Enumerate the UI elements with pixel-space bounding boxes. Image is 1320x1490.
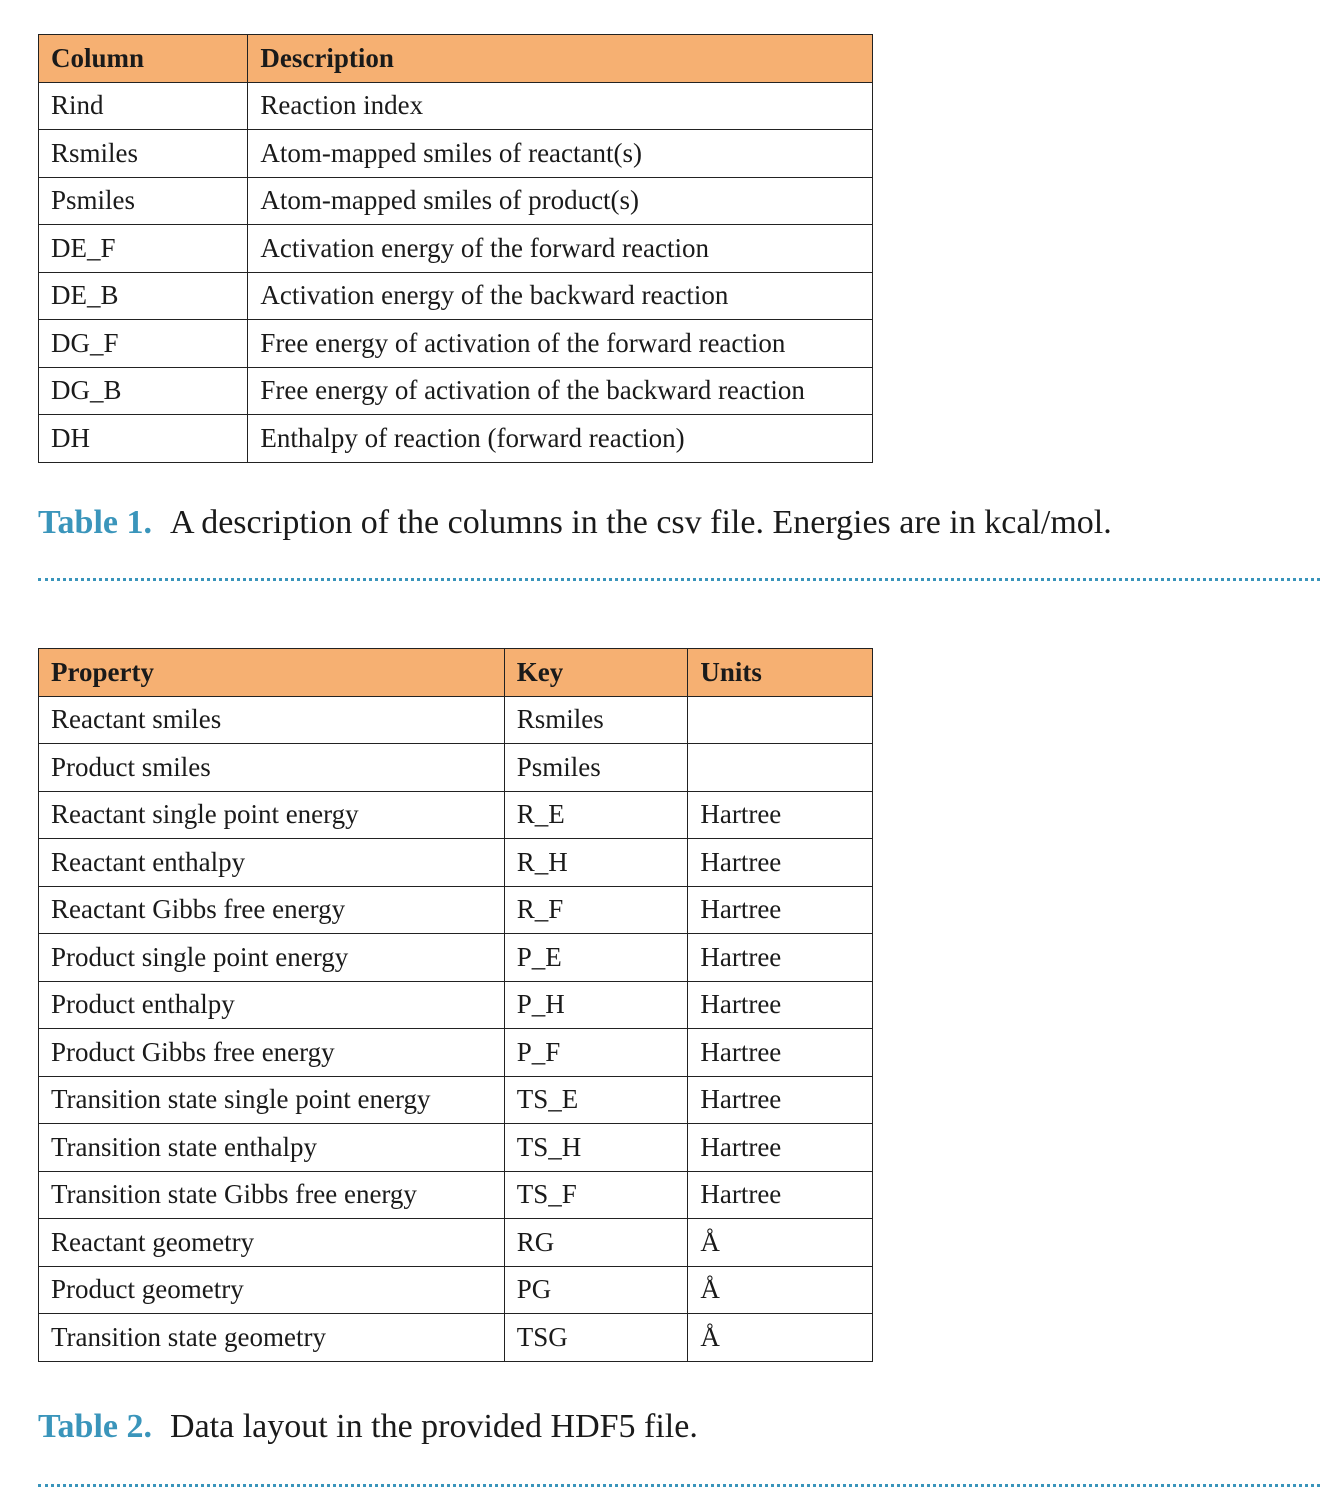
- table-header-row: [39, 35, 873, 83]
- table-row: [39, 791, 873, 839]
- table-cell: Hartree: [688, 1076, 873, 1124]
- table-row: [39, 272, 873, 320]
- table-cell: DE_B: [39, 272, 248, 320]
- table-cell: Rind: [39, 82, 248, 130]
- table-2-caption-text: Data layout in the provided HDF5 file.: [170, 1408, 698, 1445]
- table-cell: Psmiles: [504, 744, 688, 792]
- table-cell: Transition state geometry: [39, 1314, 505, 1362]
- table-header-row: [39, 649, 873, 697]
- table-row: [39, 1124, 873, 1172]
- table-row: [39, 696, 873, 744]
- table-cell: Product Gibbs free energy: [39, 1029, 505, 1077]
- table-cell: Product single point energy: [39, 934, 505, 982]
- table-cell: Hartree: [688, 934, 873, 982]
- table-row: [39, 320, 873, 368]
- table-cell: Transition state enthalpy: [39, 1124, 505, 1172]
- table-cell: Atom-mapped smiles of reactant(s): [248, 130, 873, 178]
- table-cell: Activation energy of the forward reaction: [248, 225, 873, 273]
- table-cell: Reactant smiles: [39, 696, 505, 744]
- table-cell: Å: [688, 1266, 873, 1314]
- table-cell: Product geometry: [39, 1266, 505, 1314]
- table-row: [39, 177, 873, 225]
- table-row: [39, 225, 873, 273]
- table-cell: P_F: [504, 1029, 688, 1077]
- table-cell: Å: [688, 1219, 873, 1267]
- table-row: [39, 130, 873, 178]
- table-cell: DE_F: [39, 225, 248, 273]
- table-row: [39, 1219, 873, 1267]
- key-header: Key: [504, 649, 688, 697]
- table-row: [39, 934, 873, 982]
- dotted-separator: [38, 1484, 1320, 1487]
- table-cell: R_F: [504, 886, 688, 934]
- table-row: [39, 367, 873, 415]
- table-row: [39, 1266, 873, 1314]
- table-cell: Hartree: [688, 1029, 873, 1077]
- table-1-caption: [38, 504, 1112, 542]
- table-cell: Hartree: [688, 1124, 873, 1172]
- table-row: [39, 981, 873, 1029]
- table-row: [39, 1076, 873, 1124]
- table-cell: Enthalpy of reaction (forward reaction): [248, 415, 873, 463]
- table-cell: TS_E: [504, 1076, 688, 1124]
- hdf5-layout-table: [38, 648, 873, 1362]
- table-cell: Reactant geometry: [39, 1219, 505, 1267]
- table-row: [39, 744, 873, 792]
- csv-columns-table: [38, 34, 873, 463]
- table-cell: TS_F: [504, 1171, 688, 1219]
- table-1-caption-text: A description of the columns in the csv file. Energies are in kcal/mol.: [170, 504, 1112, 541]
- table-cell: Hartree: [688, 981, 873, 1029]
- table-cell: Rsmiles: [39, 130, 248, 178]
- table-2-caption: [38, 1408, 698, 1446]
- table-cell: Hartree: [688, 1171, 873, 1219]
- table-cell: P_H: [504, 981, 688, 1029]
- table-cell: R_E: [504, 791, 688, 839]
- table-cell: P_E: [504, 934, 688, 982]
- table-cell: Transition state single point energy: [39, 1076, 505, 1124]
- table-cell: Transition state Gibbs free energy: [39, 1171, 505, 1219]
- table-row: [39, 1171, 873, 1219]
- table-row: [39, 1314, 873, 1362]
- table-2-caption-label: Table 2.: [38, 1408, 153, 1445]
- dotted-separator: [38, 578, 1320, 581]
- description-header: Description: [248, 35, 873, 83]
- table-cell: Hartree: [688, 839, 873, 887]
- table-cell: PG: [504, 1266, 688, 1314]
- table-cell: Reactant single point energy: [39, 791, 505, 839]
- table-cell: Activation energy of the backward reaction: [248, 272, 873, 320]
- table-row: [39, 82, 873, 130]
- table-cell: Free energy of activation of the forward reaction: [248, 320, 873, 368]
- column-header: Column: [39, 35, 248, 83]
- property-header: Property: [39, 649, 505, 697]
- table-row: [39, 1029, 873, 1077]
- table-cell: RG: [504, 1219, 688, 1267]
- table-cell: Free energy of activation of the backward reaction: [248, 367, 873, 415]
- table-cell: DG_B: [39, 367, 248, 415]
- table-cell: Product smiles: [39, 744, 505, 792]
- units-header: Units: [688, 649, 873, 697]
- table-cell: Psmiles: [39, 177, 248, 225]
- table-cell: Å: [688, 1314, 873, 1362]
- table-cell: Product enthalpy: [39, 981, 505, 1029]
- table-1-caption-label: Table 1.: [38, 504, 153, 541]
- table-cell: Hartree: [688, 886, 873, 934]
- table-row: [39, 886, 873, 934]
- table-cell: Rsmiles: [504, 696, 688, 744]
- table-cell: Reactant enthalpy: [39, 839, 505, 887]
- table-row: [39, 839, 873, 887]
- table-cell: Hartree: [688, 791, 873, 839]
- table-row: [39, 415, 873, 463]
- table-cell: [688, 696, 873, 744]
- table-cell: Atom-mapped smiles of product(s): [248, 177, 873, 225]
- table-cell: R_H: [504, 839, 688, 887]
- table-cell: Reactant Gibbs free energy: [39, 886, 505, 934]
- table-cell: DG_F: [39, 320, 248, 368]
- table-cell: DH: [39, 415, 248, 463]
- table-cell: TS_H: [504, 1124, 688, 1172]
- table-cell: TSG: [504, 1314, 688, 1362]
- table-cell: [688, 744, 873, 792]
- table-cell: Reaction index: [248, 82, 873, 130]
